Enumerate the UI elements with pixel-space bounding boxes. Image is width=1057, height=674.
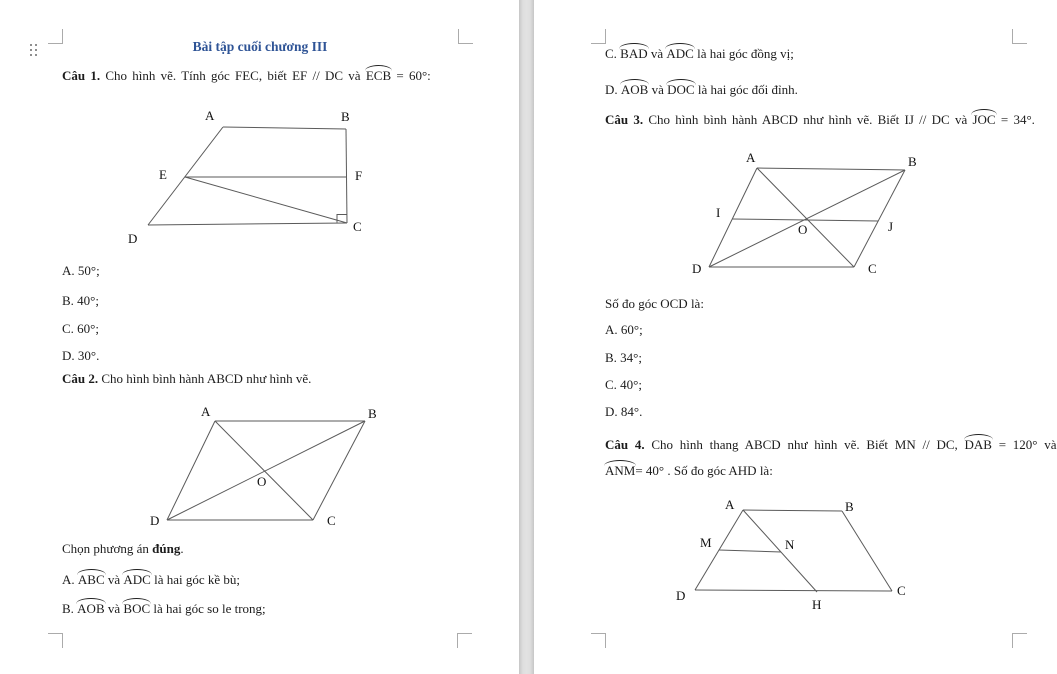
segment-DC [695,590,892,591]
question-1-label: Câu 1. [62,68,101,83]
margin-corner-top-right [458,29,473,44]
margin-corner-top-right [1012,29,1027,44]
vertex-label-A: A [725,497,735,512]
q1-option-b: B. 40°; [62,293,99,308]
vertex-label-C: C [353,219,362,234]
margin-corner-bottom-left [591,633,606,648]
q2-option-d: D. AOB và DOC là hai góc đối đỉnh. [605,82,798,97]
figure-q1-trapezoid [95,100,385,250]
vertex-label-N: N [785,537,795,552]
diagonal-BD [167,421,365,520]
q2-option-b: B. AOB và BOC là hai góc so le trong; [62,601,266,616]
q1-option-c: C. 60°; [62,321,99,336]
segment-BC [842,511,892,591]
paragraph-drag-handle-icon[interactable] [30,44,37,56]
diagonal-AC [215,421,313,520]
vertex-label-C: C [327,513,336,528]
question-4-label: Câu 4. [605,437,645,452]
question-3-label: Câu 3. [605,112,644,127]
page-title: Bài tập cuối chương III [192,39,328,54]
segment-DC [148,223,347,225]
angle-DOC: DOC [667,82,695,97]
vertex-label-J: J [888,219,894,234]
vertex-label-B: B [368,406,377,421]
question-1-text: Câu 1. Cho hình vẽ. Tính góc FEC, biết EF // DC và ECB = 60°: [62,68,431,83]
figure-q3-parallelogram [690,150,935,285]
vertex-label-D: D [676,588,686,603]
angle-BAD: BAD [620,46,648,61]
q1-option-a: A. 50°; [62,263,100,278]
vertex-label-O: O [798,222,808,237]
angle-ABC: ABC [77,572,105,587]
segment-BC [854,170,905,267]
q1-option-d: D. 30°. [62,348,100,363]
angle-DAB: DAB [964,437,992,452]
question-2-label: Câu 2. [62,371,99,386]
vertex-label-D: D [692,261,702,276]
vertex-label-D: D [150,513,160,528]
q3-option-a: A. 60°; [605,322,643,337]
figure-q4-trapezoid [675,495,915,615]
segment-EC [185,177,347,223]
angle-BOC: BOC [123,601,151,616]
q2-option-a: A. ABC và ADC là hai góc kề bù; [62,572,241,587]
angle-ADC: ADC [123,572,151,587]
vertex-label-B: B [845,499,854,514]
margin-corner-bottom-right [1012,633,1027,648]
segment-DA [167,421,215,520]
segment-BC [346,129,347,223]
angle-AOB: AOB [620,82,649,97]
question-4-text-line1: Câu 4. Cho hình thang ABCD như hình vẽ. Biết MN // DC, DAB = 120° và [605,437,1057,452]
vertex-label-O: O [257,474,267,489]
vertex-label-H: H [812,597,822,612]
question-2-text: Câu 2. Cho hình bình hành ABCD như hình vẽ. [62,371,312,386]
angle-AOB: AOB [77,601,105,616]
margin-corner-bottom-right [457,633,472,648]
q2-option-c: C. BAD và ADC là hai góc đồng vị; [605,46,794,61]
segment-AB [743,510,842,511]
vertex-label-F: F [355,168,363,183]
angle-JOC: JOC [972,112,996,127]
q3-option-c: C. 40°; [605,377,642,392]
vertex-label-C: C [897,583,906,598]
vertex-label-M: M [700,535,712,550]
margin-corner-bottom-left [48,633,63,648]
vertex-label-E: E [159,167,167,182]
vertex-label-A: A [746,150,756,165]
diagonal-AC [757,168,854,267]
angle-ECB: ECB [365,68,392,83]
vertex-label-I: I [716,205,721,220]
q3-option-d: D. 84°. [605,404,643,419]
q3-stem: Số đo góc OCD là: [605,296,704,311]
margin-corner-top-left [591,29,606,44]
vertex-label-A: A [201,404,211,419]
choose-answer-text: Chọn phương án đúng. [62,541,184,556]
angle-ADC: ADC [666,46,694,61]
angle-ANM: ANM [605,463,636,478]
vertex-label-B: B [908,154,917,169]
margin-corner-top-left [48,29,63,44]
vertex-label-C: C [868,261,877,276]
q3-option-b: B. 34°; [605,350,642,365]
figure-q2-parallelogram [140,400,390,535]
question-3-text: Câu 3. Cho hình bình hành ABCD như hình vẽ. Biết IJ // DC và JOC = 34°. [605,112,1035,127]
segment-AB [223,127,346,129]
page-gutter [519,0,534,674]
vertex-label-D: D [128,231,138,246]
segment-MN [719,550,781,552]
vertex-label-B: B [341,109,350,124]
segment-BC [313,421,365,520]
question-4-text-line2: ANM= 40° . Số đo góc AHD là: [605,463,773,478]
diagonal-BD [709,170,905,267]
segment-AB [757,168,905,170]
vertex-label-A: A [205,108,215,123]
